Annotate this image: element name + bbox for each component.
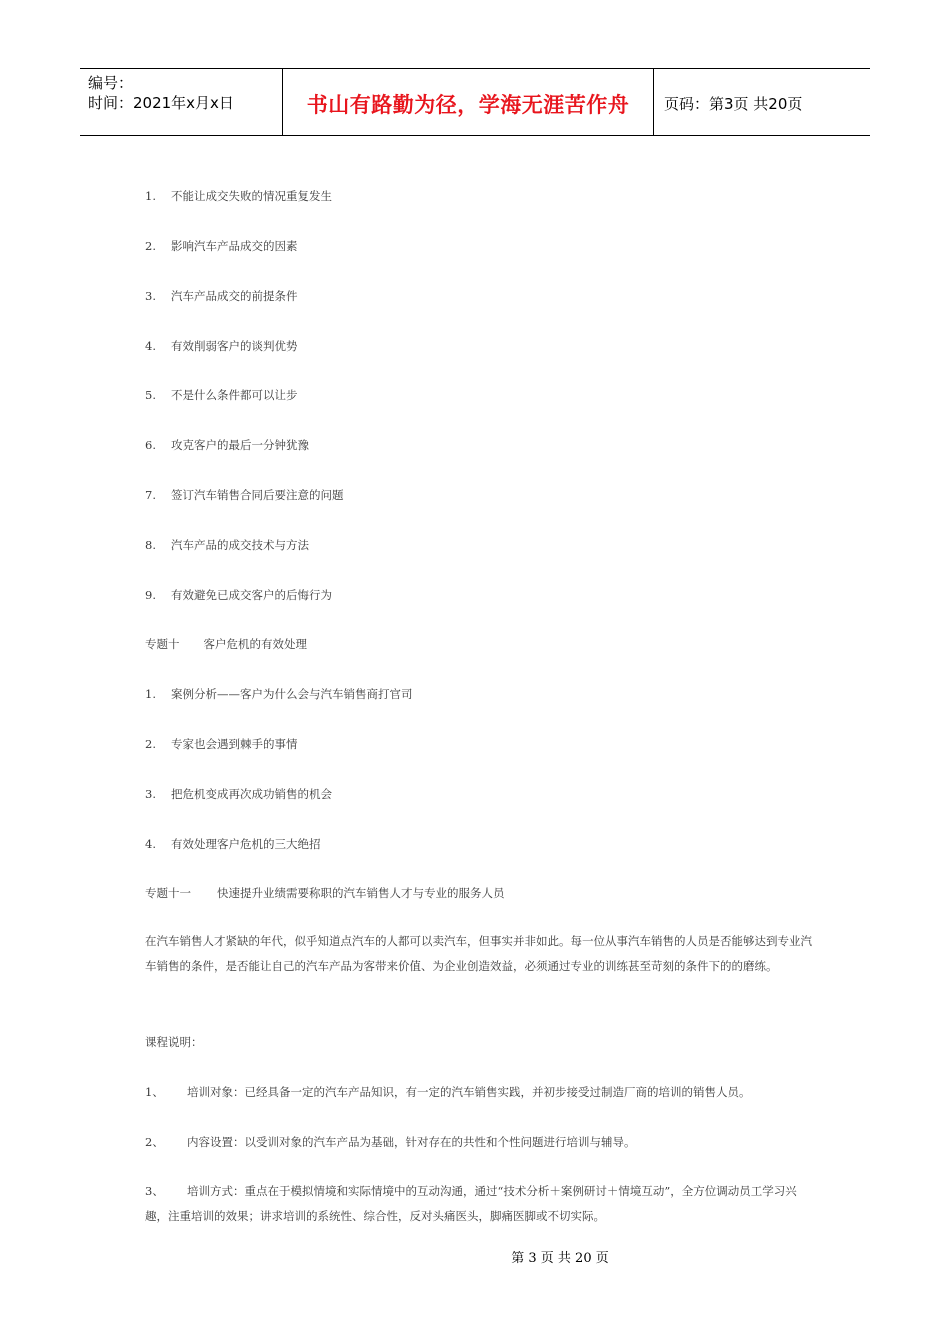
list-item: 3. 汽车产品成交的前提条件 bbox=[145, 289, 298, 303]
course-item: 3、 培训方式：重点在于模拟情境和实际情境中的互动沟通，通过“技术分析＋案例研讨＋情境互动”，全方位调动员工学习兴趣，注重培训的效果；讲求培训的系统性、综合性，反对头痛医头，脚痛医脚或不切实际。 bbox=[145, 1184, 797, 1223]
list-item: 9. 有效避免已成交客户的后悔行为 bbox=[145, 588, 332, 602]
section-heading: 专题十一 快速提升业绩需要称职的汽车销售人才与专业的服务人员 bbox=[145, 886, 505, 900]
list-item: 4. 有效削弱客户的谈判优势 bbox=[145, 339, 298, 353]
list-item: 8. 汽车产品的成交技术与方法 bbox=[145, 538, 309, 552]
header-motto-cell bbox=[282, 69, 654, 135]
list-item: 3. 把危机变成再次成功销售的机会 bbox=[145, 787, 332, 801]
header-motto: 书山有路勤为径，学海无涯苦作舟 bbox=[306, 93, 630, 117]
document-number-label: 编号： bbox=[88, 74, 134, 92]
intro-paragraph: 在汽车销售人才紧缺的年代，似乎知道点汽车的人都可以卖汽车，但事实并非如此。每一位从事汽车销售的人员是否能够达到专业汽车销售的条件，是否能让自己的汽车产品为客带来价值、为企业创造效益，必须通过专业的训练甚至苛刻的条件下的的磨练。 bbox=[145, 934, 812, 973]
list-item: 2. 影响汽车产品成交的因素 bbox=[145, 239, 298, 253]
list-item: 6. 攻克客户的最后一分钟犹豫 bbox=[145, 438, 309, 452]
section-heading: 专题十 客户危机的有效处理 bbox=[145, 637, 307, 651]
course-heading: 课程说明： bbox=[145, 1035, 203, 1049]
course-item: 2、 内容设置：以受训对象的汽车产品为基础，针对存在的共性和个性问题进行培训与辅导。 bbox=[145, 1135, 636, 1149]
page-header bbox=[80, 68, 870, 136]
list-item: 2. 专家也会遇到棘手的事情 bbox=[145, 737, 298, 751]
list-item: 4. 有效处理客户危机的三大绝招 bbox=[145, 837, 321, 851]
header-meta bbox=[80, 69, 282, 135]
list-item: 1. 不能让成交失败的情况重复发生 bbox=[145, 189, 332, 203]
document-date: 时间：2021年x月x日 bbox=[88, 94, 234, 112]
header-page-info: 页码：第3页 共20页 bbox=[664, 94, 803, 113]
list-item: 7. 签订汽车销售合同后要注意的问题 bbox=[145, 488, 344, 502]
list-item: 1. 案例分析——客户为什么会与汽车销售商打官司 bbox=[145, 687, 413, 701]
page-footer: 第 3 页 共 20 页 bbox=[511, 1251, 609, 1266]
list-item: 5. 不是什么条件都可以让步 bbox=[145, 388, 298, 402]
course-item: 1、 培训对象：已经具备一定的汽车产品知识，有一定的汽车销售实践，并初步接受过制造厂商的培训的销售人员。 bbox=[145, 1085, 751, 1099]
